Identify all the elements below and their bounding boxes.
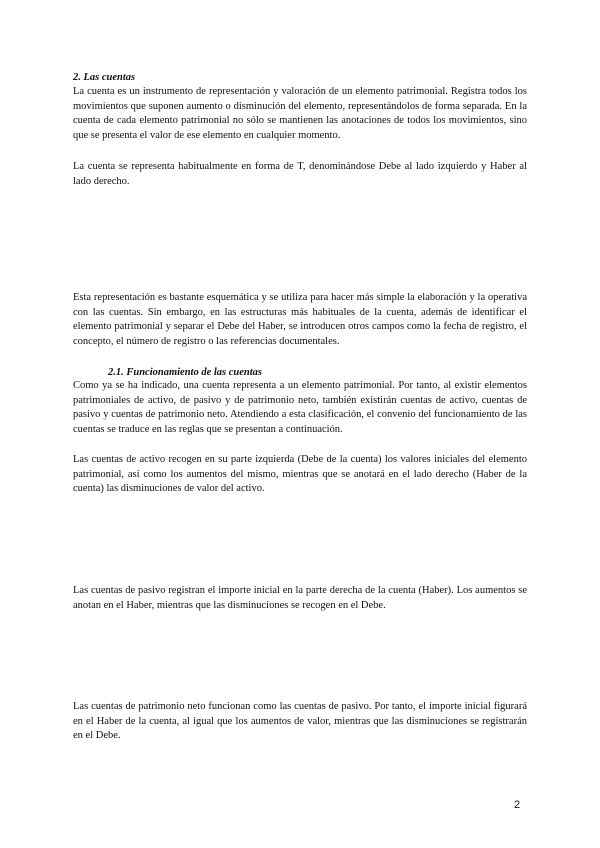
paragraph-t-form: La cuenta se representa habitualmente en forma de T, denominándose Debe al lado izquierdo y Haber al lado derecho. <box>73 161 527 187</box>
page-number: 2 <box>514 799 521 811</box>
paragraph-pasivo: Las cuentas de pasivo registran el importe inicial en la parte derecha de la cuenta (Haber). Los aumentos se anotan en el Haber, mientras que las disminuciones se recogen en el Debe. <box>73 585 527 611</box>
subsection-heading: 2.1. Funcionamiento de las cuentas <box>108 367 263 378</box>
paragraph-activo: Las cuentas de activo recogen en su parte izquierda (Debe de la cuenta) los valores iniciales del elemento patrimonial, así como los aumentos del mismo, mientras que se anotará en el lado derecho (Haber de la cuenta) las disminuciones de valor del activo. <box>73 454 527 495</box>
paragraph-patrimonio-neto: Las cuentas de patrimonio neto funcionan como las cuentas de pasivo. Por tanto, el importe inicial figurará en el Haber de la cuenta, al igual que los aumentos de valor, mientras que las disminuciones se registrarán en el Debe. <box>73 701 527 742</box>
paragraph-functioning: Como ya se ha indicado, una cuenta representa a un elemento patrimonial. Por tanto, al existir elementos patrimoniales de activo, de pasivo y de patrimonio neto, también existirán cuentas de activo, cuentas de pasivo y cuentas de patrimonio neto. Atendiendo a esta clasificación, el convenio del funcionamiento de las cuentas se traduce en las reglas que se presentan a continuación. <box>73 380 527 435</box>
paragraph-cuenta-definition: La cuenta es un instrumento de representación y valoración de un elemento patrimonial. Registra todos los movimientos que suponen aumento o disminución del elemento, representándolos de forma separada. En la cuenta de cada elemento patrimonial no sólo se mantienen las anotaciones de todos los movimientos, sino que se presenta el valor de ese elemento en cualquier momento. <box>73 86 527 141</box>
paragraph-representation: Esta representación es bastante esquemática y se utiliza para hacer más simple la elaboración y la operativa con las cuentas. Sin embargo, en las estructuras más habituales de la cuenta, además de identificar el elemento patrimonial y separar el Debe del Haber, se introducen otros campos como la fecha de registro, el concepto, el número de registro o las referencias documentales. <box>73 292 527 347</box>
section-heading: 2. Las cuentas <box>73 72 136 83</box>
